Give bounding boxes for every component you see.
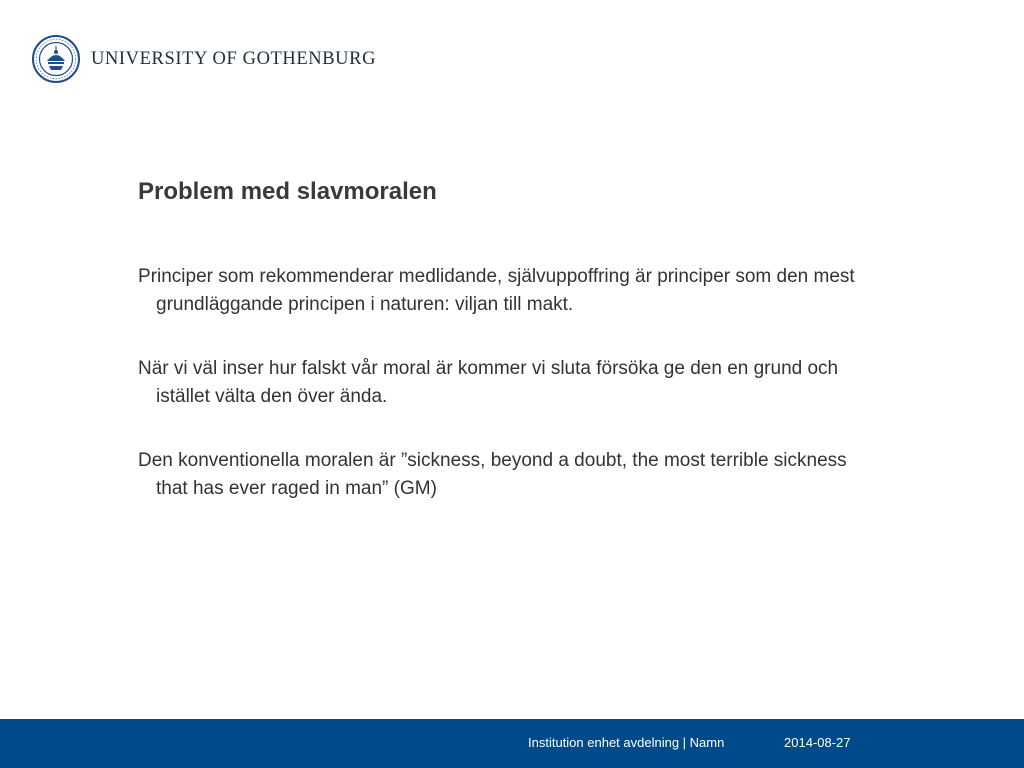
university-logo <box>32 34 376 84</box>
slide-title: Problem med slavmoralen <box>138 178 437 205</box>
bullet-item: När vi väl inser hur falskt vår moral är kommer vi sluta försöka ge den en grund och istället välta den över ända. <box>138 358 839 407</box>
footer-bar <box>0 719 1024 768</box>
footer-date: 2014-08-27 <box>784 735 851 750</box>
bullet-item: Principer som rekommenderar medlidande, självuppoffring är principer som den mest grundläggande principen i naturen: viljan till makt. <box>138 266 855 315</box>
bullet-list <box>138 263 878 539</box>
footer-institution-name: Institution enhet avdelning | Namn <box>528 735 725 750</box>
university-name: UNIVERSITY OF GOTHENBURG <box>91 48 377 69</box>
university-seal-icon <box>32 35 80 83</box>
bullet-item: Den konventionella moralen är ”sickness, beyond a doubt, the most terrible sickness that has ever raged in man” (GM) <box>138 450 847 499</box>
